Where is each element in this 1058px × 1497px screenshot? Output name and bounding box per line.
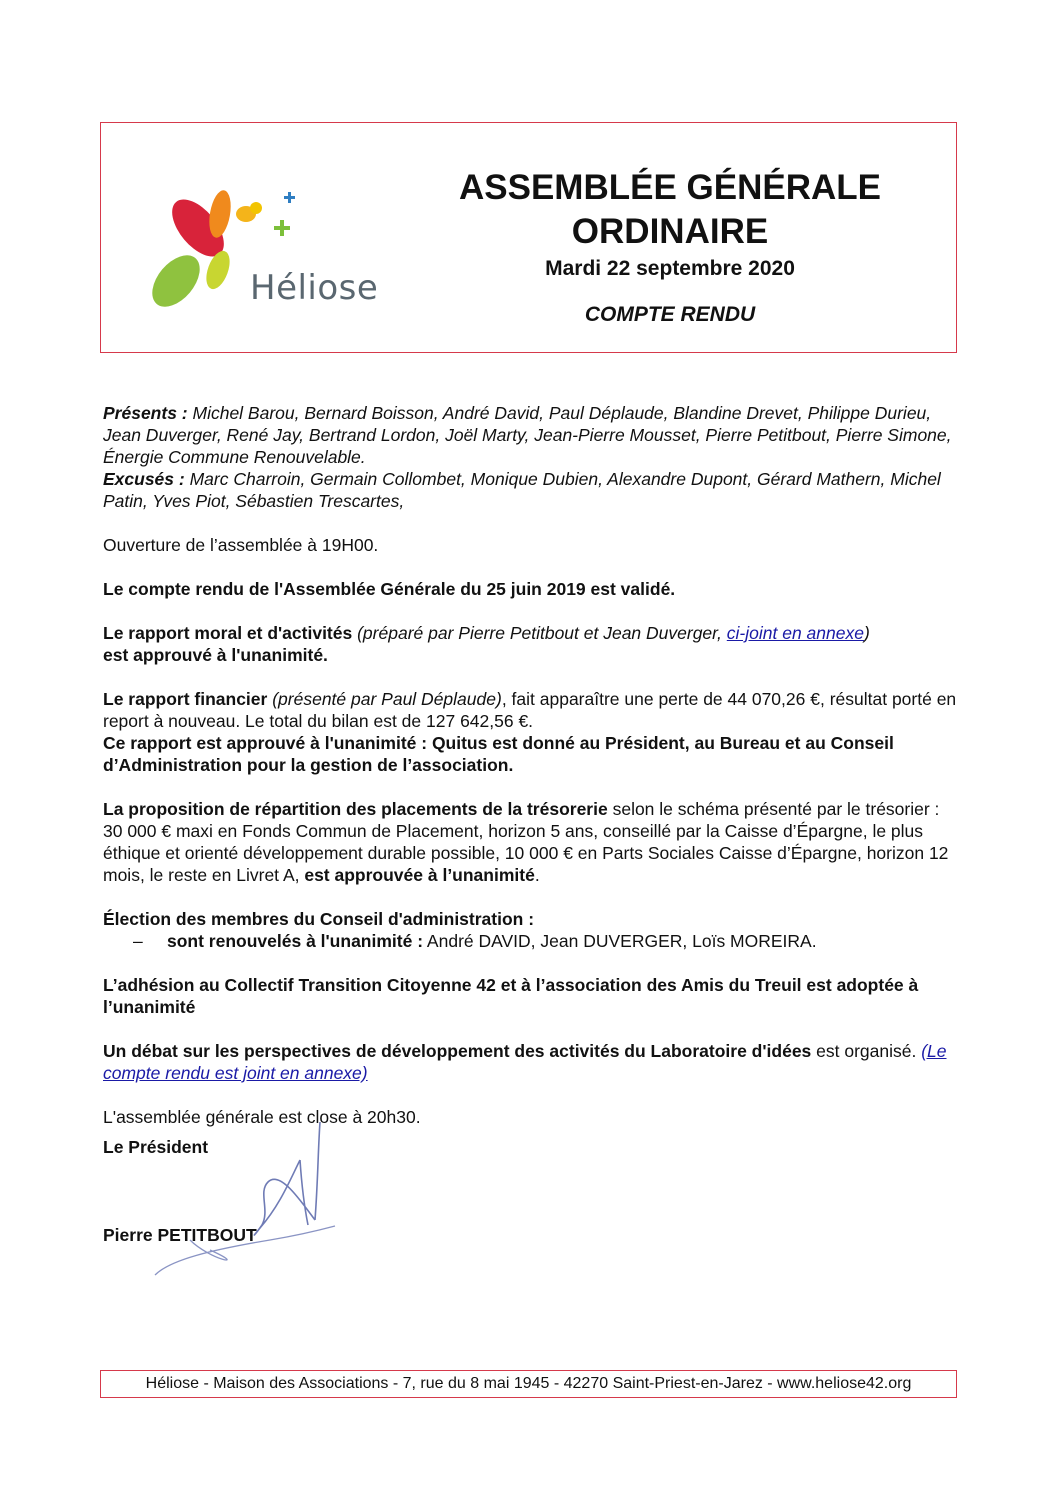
footer-address: Héliose - Maison des Associations - 7, rue du 8 mai 1945 - 42270 Saint-Priest-en-Jarez - www.heliose42.org [100,1370,957,1398]
opening-paragraph: Ouverture de l’assemblée à 19H00. [103,535,379,555]
adhesion-paragraph: L’adhésion au Collectif Transition Citoyenne 42 et à l’association des Amis du Treuil est adoptée à l’unanimité [103,975,919,1017]
financial-report-text: , fait apparaître une perte de 44 070,26 €, résultat porté en report à nouveau. Le total du bilan est de 127 642,56 €. [103,689,957,731]
treasury-end: . [534,865,540,885]
excused-label: Excusés : [103,469,185,489]
election-bullet [103,930,963,952]
financial-report-paragraph [103,688,963,776]
closing-paragraph: L'assemblée générale est close à 20h30. [103,1107,421,1127]
moral-report-approved: est approuvé à l'unanimité. [103,645,328,665]
treasury-approved: est approuvée à l’unanimité [304,865,535,885]
treasury-title: La proposition de répartition des placements de la trésorerie [103,799,608,819]
treasury-text: selon le schéma présenté par le trésorier : 30 000 € maxi en Fonds Commun de Placement, horizon 5 ans, conseillé par la Caisse d’Épargne, le plus éthique et orienté développement durable possible, 10 000 € en Parts Sociales Caisse d’Épargne, horizon 12 mois, le reste en Livret A, [103,799,949,885]
bullet-dash: – [133,931,143,951]
election-paragraph [103,908,963,952]
signature-name: Pierre PETITBOUT [103,1225,257,1245]
treasury-paragraph [103,798,963,886]
debate-paragraph [103,1040,963,1084]
election-title: Élection des membres du Conseil d'administration : [103,909,535,929]
moral-report-paragraph [103,622,963,666]
minutes-body [103,402,963,1150]
signature-role: Le Président [103,1137,209,1157]
previous-minutes-paragraph: Le compte rendu de l'Assemblée Générale du 25 juin 2019 est validé. [103,579,676,599]
page-title-line1: ASSEMBLÉE GÉNÉRALE [459,168,881,207]
debate-title: Un débat sur les perspectives de développement des activités du Laboratoire d'idées [103,1041,812,1061]
financial-report-title: Le rapport financier [103,689,268,709]
attendance-paragraph [103,402,963,512]
moral-report-annex-link[interactable]: ci-joint en annexe [726,623,864,643]
debate-annex-link[interactable]: (Le compte rendu est joint en annexe) [103,1041,947,1083]
handwritten-signature [150,1110,340,1285]
election-result-label: sont renouvelés à l'unanimité : [167,931,424,951]
financial-report-approved: Ce rapport est approuvé à l'unanimité : Quitus est donné au Président, au Bureau et au Conseil d’Administration pour la gestion de l’association. [103,733,894,775]
present-names: Michel Barou, Bernard Boisson, André David, Paul Déplaude, Blandine Drevet, Philippe Durieu, Jean Duverger, René Jay, Bertrand Lordon, Joël Marty, Jean-Pierre Mousset, Pierre Petitbout, Pierre Simone, Énergie Commune Renouvelable. [103,403,952,467]
moral-report-title: Le rapport moral et d'activités [103,623,353,643]
moral-report-note: (préparé par Pierre Petitbout et Jean Duverger, [357,623,722,643]
page-title-line2: ORDINAIRE [571,212,769,251]
meeting-date: Mardi 22 septembre 2020 [545,257,795,280]
excused-names: Marc Charroin, Germain Collombet, Monique Dubien, Alexandre Dupont, Gérard Mathern, Michel Patin, Yves Piot, Sébastien Trescartes, [103,469,941,511]
logo-text: Héliose [250,268,379,308]
debate-text: est organisé. [811,1041,922,1061]
moral-report-close: ) [863,623,870,643]
document-subtitle: COMPTE RENDU [584,303,756,326]
financial-report-note: (présenté par Paul Déplaude) [272,689,502,709]
present-label: Présents : [103,403,188,423]
election-names: André DAVID, Jean DUVERGER, Loïs MOREIRA. [423,931,817,951]
